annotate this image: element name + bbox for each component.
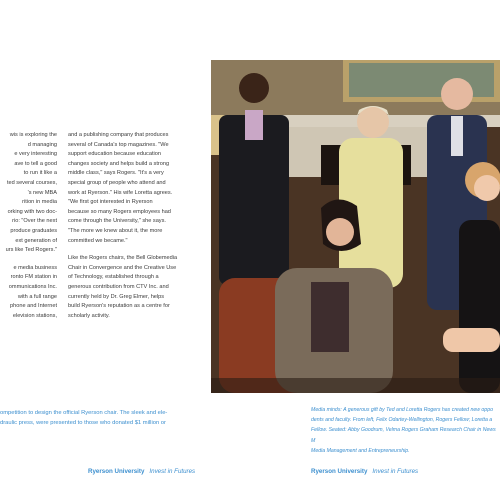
footer-tagline: Invest in Futures (149, 468, 196, 475)
person-head (441, 78, 473, 110)
shirt (245, 110, 263, 140)
body-column-right (68, 131, 198, 329)
arms (443, 328, 500, 352)
body-paragraph: e media business ronto FM station in ommunications Inc. with a full range phone and Internet elevision stations, (8, 264, 57, 319)
person-head (326, 218, 354, 246)
shirt (451, 116, 463, 156)
body-column-left (0, 131, 57, 329)
footer-tagline: Invest in Futures (372, 468, 419, 475)
footer-right (311, 468, 418, 475)
footer-brand: Ryerson University (88, 468, 145, 475)
photo-caption: Media minds: A generous gift by Ted and Loretta Rogers has created new oppo dents and faculty. From left, Felix Odartey-Wellington, Rogers Fellow; Loretta a Fellow. Seated: Abby Goodrum, Velma Rogers Graham Research Chair in News M Media Management and Entrepreneurship. (311, 407, 496, 454)
person-black-dress (459, 220, 500, 393)
footer-left (88, 468, 195, 475)
group-photo-illustration (211, 60, 500, 393)
pull-caption: ompetition to design the official Ryerson chair. The sleek and ele- draulic press, were presented to those who donated $1 million or (0, 410, 168, 426)
body-paragraph: Like the Rogers chairs, the Bell Globemedia Chair in Convergence and the Creative Use of Technology, established through a generous contribution from CTV Inc. and currently held by Dr. Greg Elmer, helps build Ryerson's reputation as a centre for scholarly activity. (68, 255, 178, 319)
body-paragraph: wis is exploring the d managing e very interesting ave to tell a good to run it like a ted several courses, 's new MBA rition in media orking with two doc- rio: "Over the next produce graduates ext generation of urs like Ted Rogers." (5, 132, 57, 254)
top (311, 282, 349, 352)
person-dark-suit (219, 115, 289, 285)
person-head (239, 73, 269, 103)
group-photo (211, 60, 500, 393)
body-paragraph: and a publishing company that produces several of Canada's top magazines. "We support education because education changes society and helps build a strong middle class," says Rogers. "It's a very special group of people who attend and work at Ryerson." His wife Loretta agrees. "We first got interested in Ryerson because so many Rogers employees had come through the University," she says. "The more we knew about it, the more committed we became." (68, 132, 173, 244)
footer-brand: Ryerson University (311, 468, 368, 475)
person-head (474, 175, 500, 201)
